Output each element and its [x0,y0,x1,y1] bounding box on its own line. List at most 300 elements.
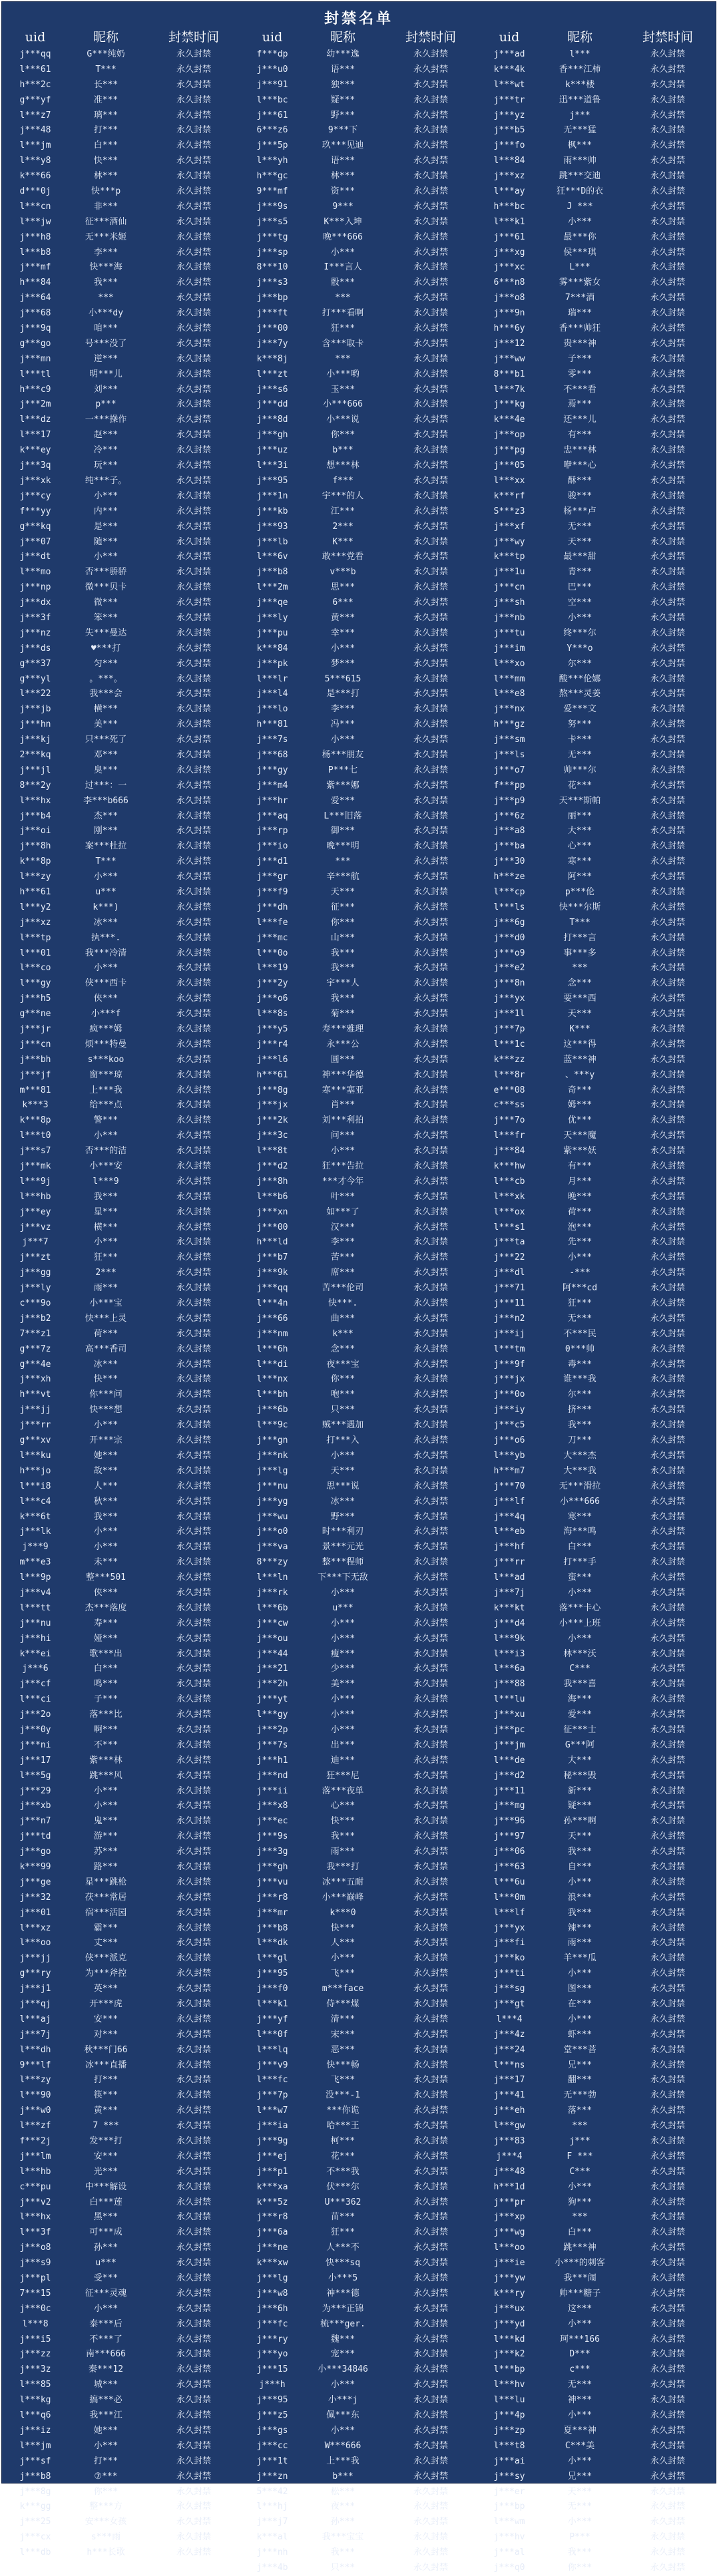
ban-row [479,246,716,261]
uid-cell: 2***kq [19,749,51,760]
ban-time-cell: 永久封禁 [176,1770,211,1781]
nickname-cell: 没***-1 [325,2090,361,2101]
nickname-cell: 侠***西卡 [85,978,127,989]
nickname-cell: 城*** [93,2380,119,2390]
uid-cell: j***dl [493,1268,525,1278]
uid-cell: l***wt [493,79,525,90]
ban-row [242,2028,479,2043]
ban-time-cell: 永久封禁 [650,1298,685,1309]
ban-time-cell: 永久封禁 [413,430,448,441]
uid-cell: j***95 [256,475,288,486]
nickname-cell: 赵*** [93,430,119,441]
ban-time-cell: 永久封禁 [176,1557,211,1568]
ban-time-cell: 永久封禁 [413,536,448,547]
ban-time-cell: 永久封禁 [176,1161,211,1172]
uid-cell: j***e2 [493,963,525,974]
nickname-cell: 席*** [330,1268,356,1278]
nickname-cell: 打*** [93,2075,119,2086]
uid-cell: j***11 [493,1785,525,1796]
ban-time-cell: 永久封禁 [650,704,685,715]
ban-row [5,672,242,687]
ban-time-cell: 永久封禁 [176,1968,211,1979]
ban-time-cell: 永久封禁 [413,1953,448,1964]
nickname-cell: 秋***门66 [84,2044,128,2055]
ban-time-cell: 永久封禁 [413,338,448,349]
nickname-cell: 下***下无敌 [318,1572,368,1583]
nickname-cell: G***阿 [565,1740,595,1750]
ban-time-cell: 永久封禁 [650,1024,685,1034]
ban-time-cell: 永久封禁 [413,1907,448,1918]
ban-time-cell: 永久封禁 [176,1283,211,1294]
ban-row [479,717,716,733]
uid-cell: j***8g [19,2486,51,2497]
nickname-cell: ***你诡 [326,2106,360,2116]
ban-row [479,474,716,489]
nickname-cell: 我***喜 [563,1679,597,1690]
uid-cell: j***6g [493,917,525,928]
column-header [5,27,242,47]
uid-cell: j***44 [256,1648,288,1659]
ban-time-cell: 永久封禁 [413,872,448,882]
uid-cell: c***9o [19,1298,51,1309]
ban-time-cell: 永久封禁 [413,64,448,75]
nickname-cell: 思*** [330,582,356,593]
ban-time-cell: 永久封禁 [413,948,448,958]
ban-row [5,642,242,657]
ban-row [242,1936,479,1951]
ban-row [5,1372,242,1387]
ban-time-cell: 永久封禁 [413,49,448,59]
uid-cell: j***ej [256,2151,288,2161]
uid-cell: l***fr [493,1131,525,1141]
uid-cell: c***ss [493,1100,525,1111]
ban-time-cell: 永久封禁 [176,902,211,912]
nickname-cell: 小*** [93,963,119,974]
uid-cell: k***ry [493,2288,525,2299]
ban-time-cell: 永久封禁 [413,1328,448,1339]
nickname-cell: 跳***风 [89,1770,122,1781]
uid-cell: j***00 [256,323,288,334]
ban-row [5,2149,242,2165]
uid-cell: l***6b [256,1602,288,1613]
uid-cell: l***yb [493,1450,525,1461]
ban-row [5,1175,242,1190]
ban-row [5,2241,242,2256]
uid-cell: j***sh [493,598,525,608]
ban-time-cell: 永久封禁 [176,994,211,1004]
nickname-cell: 天*** [330,1465,356,1476]
uid-cell: l***ay [493,186,525,197]
uid-cell: l***xz [19,1923,51,1933]
nickname-cell: 玉*** [330,384,356,395]
ban-time-cell: 永久封禁 [176,2501,211,2512]
nickname-cell: *** [335,293,351,303]
ban-row [5,2012,242,2028]
ban-row [5,1068,242,1083]
nickname-cell: 花*** [330,2151,356,2161]
ban-row [5,1281,242,1296]
ban-time-cell: 永久封禁 [413,704,448,715]
nickname-cell: 我*** [567,1420,593,1431]
ban-row [5,2225,242,2241]
ban-row [479,885,716,900]
ban-time-cell: 永久封禁 [650,1283,685,1294]
ban-time-cell: 永久封禁 [650,1999,685,2009]
uid-cell: l***oo [19,1938,51,1948]
nickname-cell: 她*** [93,1450,119,1461]
nickname-cell: 翻*** [567,2075,593,2086]
nickname-cell: 冰***直播 [85,2060,127,2070]
ban-row [5,337,242,352]
nickname-cell: b*** [332,2471,354,2482]
ban-row [5,1951,242,1966]
ban-time-cell: 永久封禁 [650,735,685,745]
nickname-cell: 小*** [567,216,593,227]
nickname-cell: 爱*** [567,1710,593,1720]
ban-row [5,230,242,246]
nickname-cell: 林*** [93,171,119,182]
ban-time-cell: 永久封禁 [413,1618,448,1628]
ban-row [5,565,242,580]
uid-cell: l***hb [19,2166,51,2177]
ban-time-cell: 永久封禁 [176,1039,211,1049]
ban-time-cell: 永久封禁 [176,811,211,821]
ban-row [479,992,716,1007]
uid-cell: j***y5 [256,1024,288,1034]
ban-time-cell: 永久封禁 [413,2243,448,2253]
nickname-cell: 无***猛 [563,125,597,136]
ban-time-cell: 永久封禁 [413,1923,448,1933]
ban-row [479,443,716,459]
nickname-cell: 小***的刺客 [555,2258,605,2269]
ban-time-cell: 永久封禁 [176,1359,211,1370]
uid-cell: j***4 [496,2151,523,2161]
ban-time-cell: 永久封禁 [176,2380,211,2390]
uid-header: uid [262,30,283,45]
ban-row [479,276,716,291]
uid-cell: h***2c [19,79,51,90]
ban-row [5,748,242,763]
uid-cell: l***bp [493,2364,525,2375]
uid-cell: k***3 [22,1100,49,1111]
ban-time-cell: 永久封禁 [650,1953,685,1964]
ban-row [479,794,716,809]
nickname-cell: 丽*** [567,811,593,821]
ban-row [479,1007,716,1022]
nickname-cell: 是*** [93,521,119,532]
ban-row [479,1281,716,1296]
ban-row [242,916,479,931]
nickname-cell: 要***西 [563,994,597,1004]
ban-row [242,596,479,611]
ban-time-cell: 永久封禁 [176,1511,211,1522]
nickname-cell: 只***死了 [85,735,127,745]
uid-cell: l***01 [19,948,51,958]
ban-time-cell: 永久封禁 [650,749,685,760]
ban-row [479,2347,716,2362]
nickname-cell: 不***看 [563,384,597,395]
ban-time-cell: 永久封禁 [650,598,685,608]
ban-row [479,1068,716,1083]
ban-row [479,47,716,63]
nickname-cell: 笨*** [93,612,119,623]
ban-time-cell: 永久封禁 [176,1420,211,1431]
ban-time-cell: 永久封禁 [176,2029,211,2040]
nickname-cell: 事***多 [563,948,597,958]
nickname-cell: 念*** [567,978,593,989]
uid-header: uid [499,30,520,45]
ban-time-cell: 永久封禁 [650,2532,685,2543]
uid-cell: 7***15 [19,2288,51,2299]
ban-row [479,1327,716,1342]
ban-row [479,200,716,215]
uid-cell: h***6y [493,323,525,334]
uid-cell: j***er [493,2486,525,2497]
uid-cell: l***db [19,2547,51,2558]
ban-row [479,2515,716,2530]
ban-row [5,626,242,642]
uid-cell: l***6a [493,1664,525,1674]
ban-time-cell: 永久封禁 [413,232,448,242]
ban-time-cell: 永久封禁 [413,1054,448,1065]
nickname-cell: 征*** [330,902,356,912]
ban-time-cell: 永久封禁 [176,1481,211,1491]
nickname-cell: 快***尔斯 [559,902,601,912]
ban-time-cell: 永久封禁 [413,1892,448,1903]
uid-cell: j***63 [493,1861,525,1872]
nickname-cell: 语*** [330,156,356,166]
ban-time-cell: 永久封禁 [176,2395,211,2406]
uid-cell: j***mg [493,1801,525,1811]
ban-row [5,2271,242,2287]
ban-time-cell: 永久封禁 [413,1511,448,1522]
nickname-cell: 杰*** [93,811,119,821]
ban-time-cell: 永久封禁 [413,567,448,578]
ban-row [479,2408,716,2424]
ban-row [242,1144,479,1159]
nickname-cell: P*** [569,2532,591,2543]
uid-cell: j***jb [19,704,51,715]
ban-row [479,2332,716,2348]
ban-row [242,291,479,306]
ban-row [5,504,242,520]
ban-row [5,1510,242,1525]
nickname-cell: 少*** [330,1664,356,1674]
ban-row [242,992,479,1007]
ban-row [5,1799,242,1814]
ban-row [242,276,479,291]
ban-time-cell: 永久封禁 [413,2227,448,2238]
nickname-cell: 蛮*** [567,1572,593,1583]
nickname-cell: 白*** [93,1664,119,1674]
nickname-cell: 松*** [330,2486,356,2497]
ban-row [242,1342,479,1358]
ban-row [5,717,242,733]
nickname-cell: 曲*** [330,1313,356,1324]
ban-list-column-2 [242,27,479,2576]
nickname-cell: 小*** [93,490,119,501]
nickname-cell: 游*** [93,1831,119,1842]
nickname-cell: 寒***塞亚 [322,1085,364,1095]
nickname-cell: 杰***落度 [85,1602,127,1613]
ban-row [479,1769,716,1784]
uid-cell: k***kt [493,1602,525,1613]
nickname-cell: 无***米姬 [85,232,127,242]
ban-time-cell: 永久封禁 [650,1359,685,1370]
uid-header: uid [25,30,46,45]
ban-row [242,169,479,184]
ban-row [5,687,242,702]
uid-cell: j***xk [19,475,51,486]
ban-row [242,184,479,200]
nickname-cell: 路*** [93,1861,119,1872]
ban-time-cell: 永久封禁 [413,795,448,806]
ban-time-cell: 永久封禁 [413,2090,448,2101]
ban-time-cell: 永久封禁 [413,140,448,151]
uid-cell: j***ls [493,749,525,760]
ban-time-cell: 永久封禁 [176,1024,211,1034]
ban-row [242,870,479,885]
nickname-cell: 你***问 [89,1389,122,1400]
nickname-cell: k***) [93,902,119,912]
nickname-cell: 新*** [567,1785,593,1796]
ban-time-cell: 永久封禁 [650,1816,685,1827]
ban-time-cell: 永久封禁 [650,1069,685,1080]
ban-time-cell: 永久封禁 [650,2562,685,2573]
ban-time-cell: 永久封禁 [176,856,211,867]
uid-cell: g***yl [19,673,51,684]
nickname-cell: 堂***菩 [563,2044,597,2055]
ban-row [5,1312,242,1327]
ban-row [479,291,716,306]
nickname-cell: 星***跳枪 [85,1877,127,1887]
nickname-cell: 雨*** [330,1847,356,1857]
ban-row [5,2317,242,2332]
uid-cell: j***17 [19,1755,51,1765]
ban-row [479,63,716,78]
ban-row [242,367,479,383]
uid-cell: k***xa [256,2181,288,2192]
ban-time-cell: 永久封禁 [413,673,448,684]
nickname-cell: 肖*** [330,1100,356,1111]
uid-cell: h***81 [256,719,288,730]
ban-time-cell: 永久封禁 [650,2456,685,2466]
ban-time-cell: 永久封禁 [176,2106,211,2116]
ban-time-cell: 永久封禁 [413,2471,448,2482]
uid-cell: k***4e [493,415,525,425]
ban-row [242,2104,479,2119]
ban-row [479,78,716,93]
nickname-cell: 天*** [567,2486,593,2497]
uid-cell: j***95 [256,1968,288,1979]
nickname-cell: 打*** [93,2456,119,2466]
uid-cell: j***lo [256,704,288,715]
ban-row [479,93,716,108]
ban-time-cell: 永久封禁 [176,2181,211,2192]
uid-cell: 7***z1 [19,1328,51,1339]
ban-time-cell: 永久封禁 [413,2029,448,2040]
ban-row [5,779,242,794]
uid-cell: j***kj [19,735,51,745]
uid-cell: l***eb [493,1527,525,1537]
ban-time-cell: 永久封禁 [413,308,448,319]
ban-time-cell: 永久封禁 [176,978,211,989]
ban-time-cell: 永久封禁 [650,1161,685,1172]
nickname-cell: *** [572,963,588,974]
ban-row [479,535,716,550]
ban-time-cell: 永久封禁 [413,1085,448,1095]
uid-cell: j***ly [19,1283,51,1294]
ban-time-cell: 永久封禁 [176,490,211,501]
uid-cell: j***7j [493,1587,525,1598]
uid-cell: j***uz [256,445,288,456]
ban-time-cell: 永久封禁 [413,780,448,791]
ban-time-cell: 永久封禁 [176,643,211,653]
uid-cell: h***ld [256,1237,288,1248]
ban-row [479,2454,716,2470]
uid-cell: l***0o [256,948,288,958]
ban-row [5,291,242,306]
ban-row [5,276,242,291]
uid-cell: j***b7 [256,1252,288,1263]
ban-time-cell: 永久封禁 [176,735,211,745]
uid-cell: l***nx [256,1374,288,1385]
ban-time-cell: 永久封禁 [413,1999,448,2009]
ban-row [5,1129,242,1144]
ban-time-cell: 永久封禁 [176,826,211,836]
uid-cell: 8***b1 [493,369,525,379]
nickname-cell: 念*** [330,1344,356,1354]
ban-row [479,215,716,230]
ban-time-cell: 永久封禁 [413,1252,448,1263]
uid-cell: j***nu [256,1481,288,1491]
nickname-cell: 整***501 [86,1572,126,1583]
ban-row [242,2241,479,2256]
nickname-cell: 紫***妖 [563,1146,597,1157]
ban-row [242,1677,479,1692]
ban-row [242,2073,479,2088]
uid-cell: j***n2 [493,1313,525,1324]
ban-row [479,596,716,611]
nickname-cell: 鬼*** [93,1816,119,1827]
uid-cell: j***r4 [256,1039,288,1049]
ban-row [5,854,242,870]
uid-cell: j***hi [19,1633,51,1644]
ban-time-cell: 永久封禁 [413,293,448,303]
nickname-cell: v***b [330,567,356,578]
ban-row [479,870,716,885]
ban-row [479,2012,716,2028]
ban-time-cell: 永久封禁 [650,628,685,638]
nickname-cell: 山*** [330,932,356,943]
ban-row [5,2332,242,2348]
ban-row [242,2225,479,2241]
ban-time-cell: 永久封禁 [650,2288,685,2299]
ban-row [479,1601,716,1616]
ban-row [242,1053,479,1068]
uid-cell: j***ad [493,49,525,59]
ban-time-cell: 永久封禁 [650,2181,685,2192]
ban-time-cell: 永久封禁 [650,2121,685,2131]
uid-cell: 9***mf [256,186,288,197]
nickname-cell: 一***操作 [85,415,127,425]
uid-cell: l***6v [256,552,288,562]
ban-time-cell: 永久封禁 [176,521,211,532]
ban-row [479,642,716,657]
ban-row [5,1570,242,1586]
nickname-cell: 小*** [567,1877,593,1887]
ban-row [479,1358,716,1373]
